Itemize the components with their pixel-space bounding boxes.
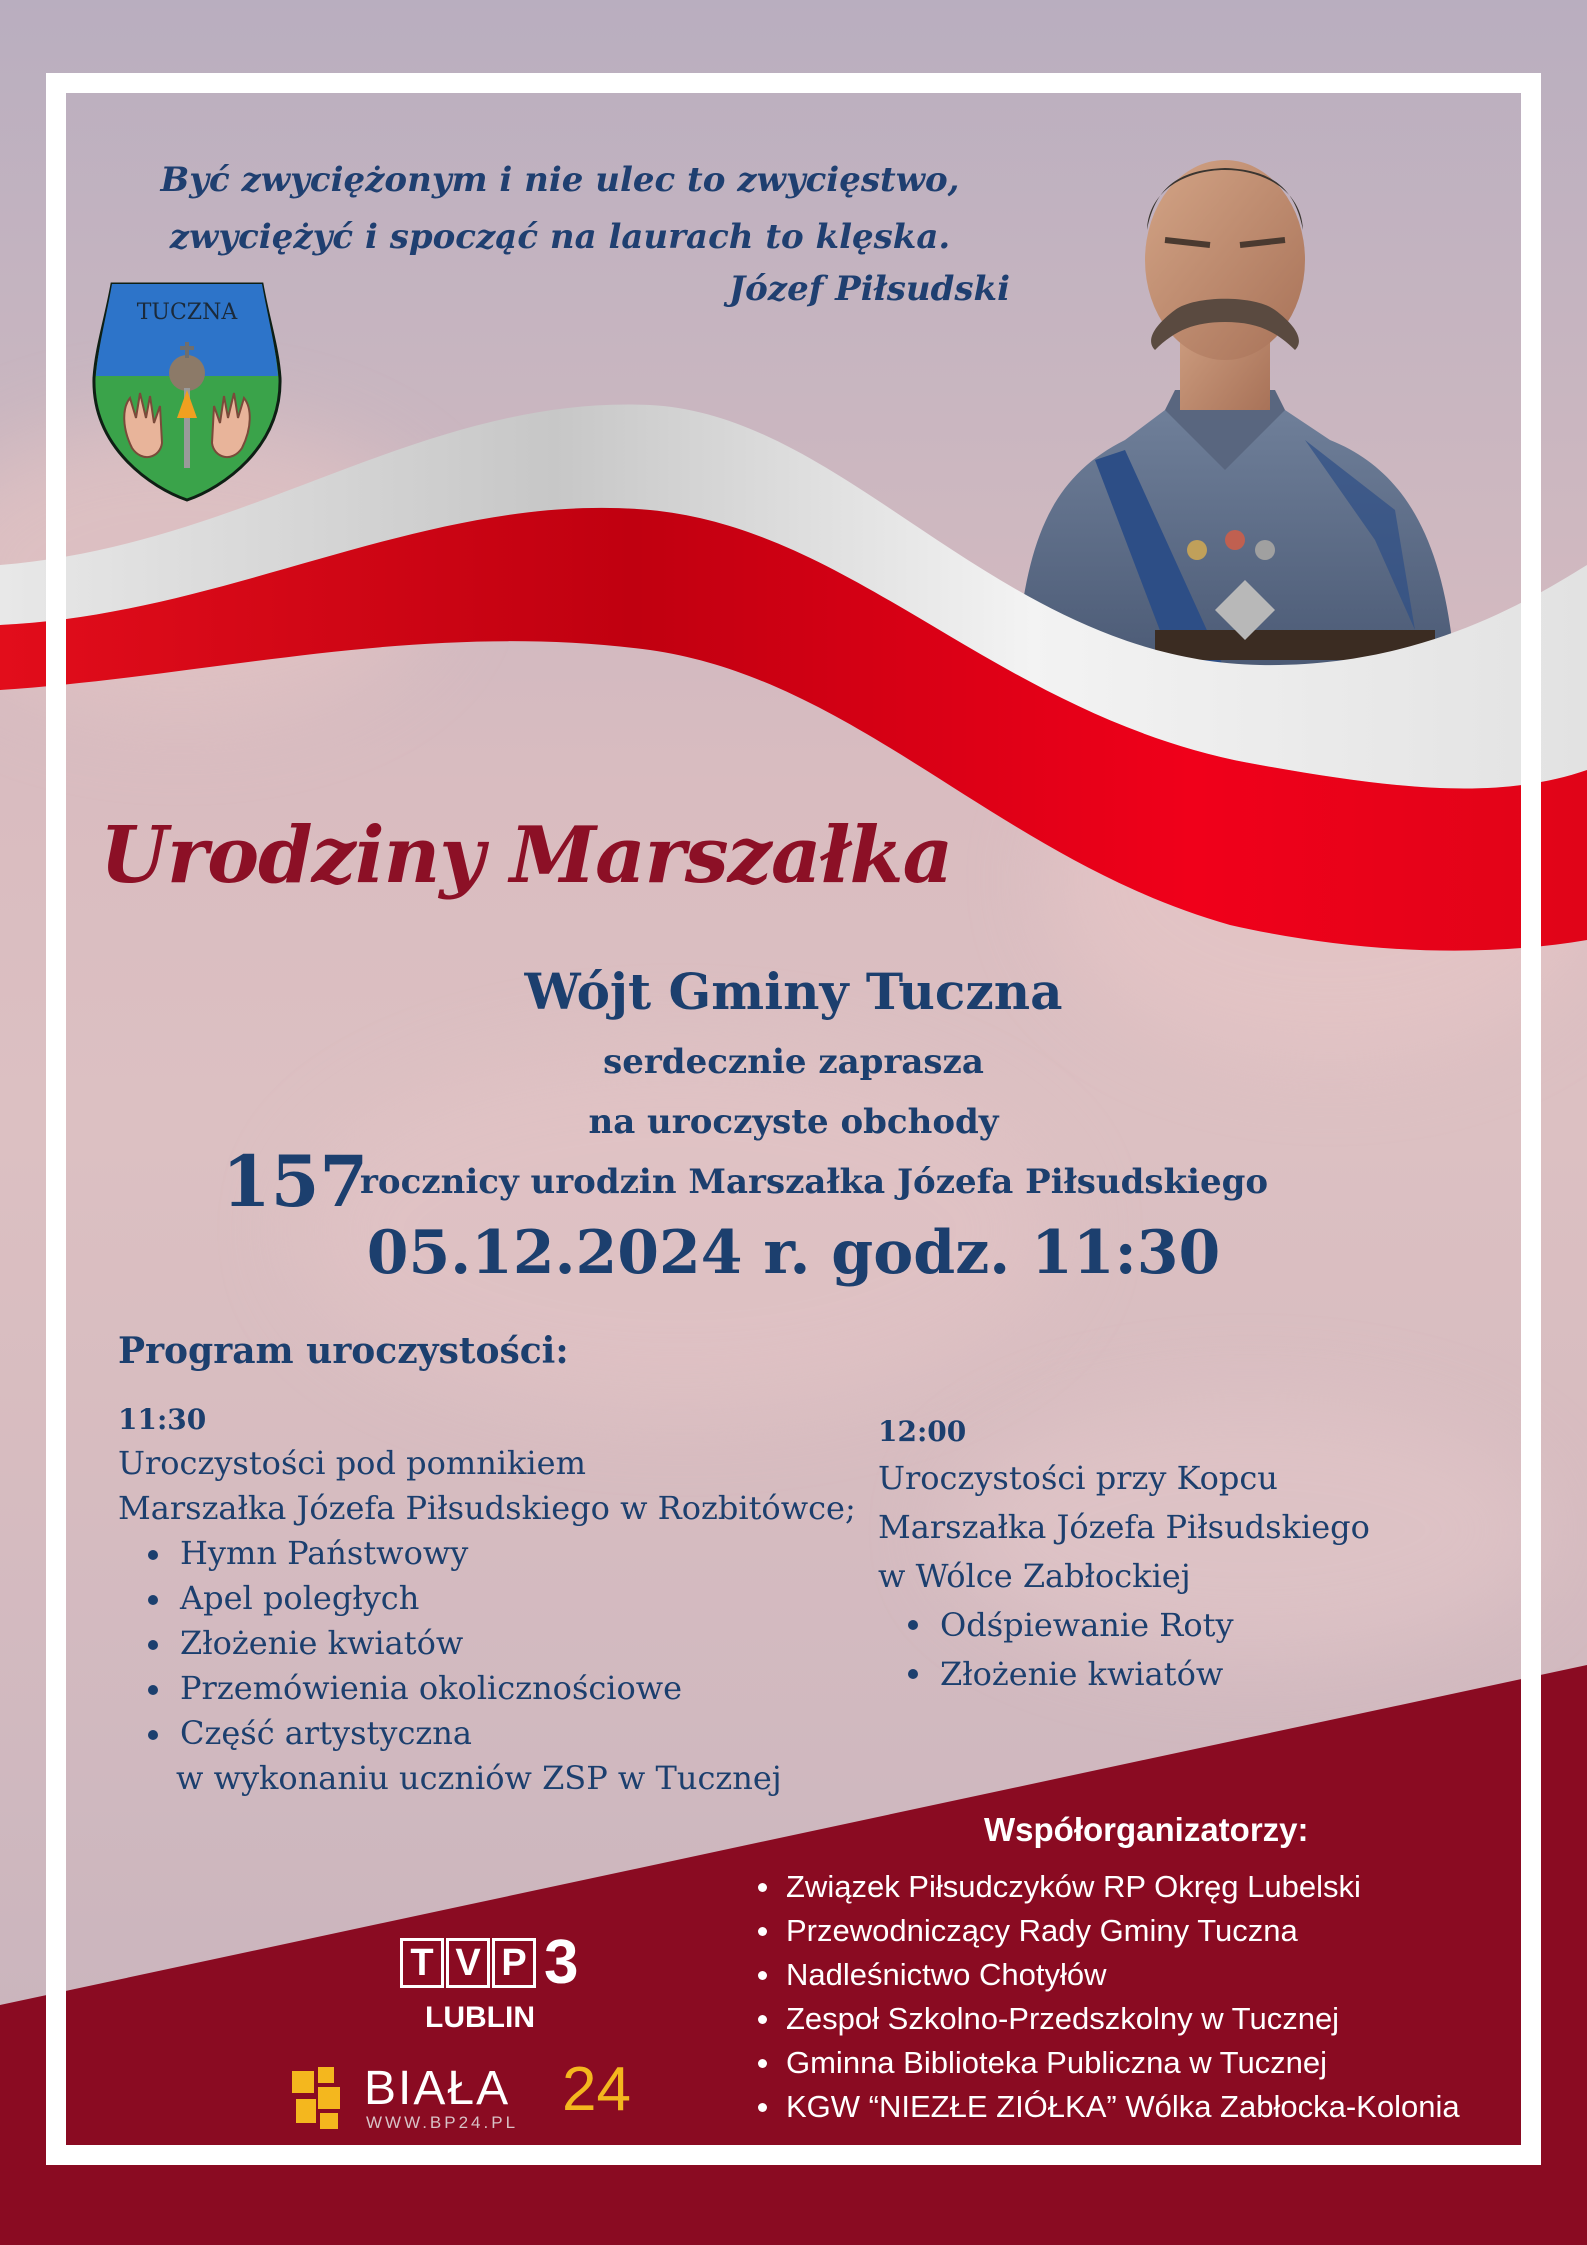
coorganizers-list: [752, 1865, 1460, 2129]
tuczna-coat-of-arms-icon: [92, 278, 282, 502]
program-left-continuation: w wykonaniu uczniów ZSP w Tucznej: [176, 1759, 782, 1797]
list-item: Odśpiewanie Roty: [878, 1601, 1370, 1650]
list-item: Związek Piłsudczyków RP Okręg Lubelski: [752, 1865, 1460, 1909]
quote-line-2: zwyciężyć i spocząć na laurach to klęska.: [169, 217, 951, 257]
program-heading: Program uroczystości:: [118, 1330, 569, 1372]
tvp-letter: V: [446, 1938, 490, 1988]
page-title: Urodziny Marszałka: [100, 810, 953, 901]
list-item: Nadleśnictwo Chotyłów: [752, 1953, 1460, 1997]
coorganizers-heading: Współorganizatorzy:: [984, 1811, 1309, 1848]
tvp-city: LUBLIN: [425, 2001, 535, 2034]
program-left-line-2: Marszałka Józefa Piłsudskiego w Rozbitówce;: [118, 1489, 856, 1527]
invitation-line-1: serdecznie zaprasza: [603, 1042, 984, 1082]
list-item: Część artystyczna: [118, 1711, 856, 1756]
list-item: Zespoł Szkolno-Przedszkolny w Tucznej: [752, 1997, 1460, 2041]
tvp-number: 3: [544, 1928, 579, 1997]
list-item: Przewodniczący Rady Gminy Tuczna: [752, 1909, 1460, 1953]
invitation-line-3: rocznicy urodzin Marszałka Józefa Piłsudskiego: [360, 1162, 1269, 1202]
event-datetime: 05.12.2024 r. godz. 11:30: [366, 1218, 1221, 1288]
quote-author: Józef Piłsudski: [729, 269, 1010, 309]
host-name: Wójt Gminy Tuczna: [524, 962, 1063, 1021]
tvp-letter: P: [492, 1938, 536, 1988]
biala-url: WWW.BP24.PL: [366, 2113, 519, 2132]
list-item: KGW “NIEZŁE ZIÓŁKA” Wólka Zabłocka-Kolonia: [752, 2085, 1460, 2129]
biala-number: 24: [562, 2055, 631, 2124]
anniversary-number: 157: [222, 1140, 369, 1223]
crest-label: TUCZNA: [136, 300, 238, 325]
list-item: Złożenie kwiatów: [878, 1650, 1370, 1699]
list-item: Hymn Państwowy: [118, 1531, 856, 1576]
program-right-line-1: Uroczystości przy Kopcu: [878, 1459, 1278, 1497]
program-left-line-1: Uroczystości pod pomnikiem: [118, 1444, 586, 1482]
biala24-squares-icon: [292, 2067, 356, 2131]
list-item: Gminna Biblioteka Publiczna w Tucznej: [752, 2041, 1460, 2085]
program-right-line-3: w Wólce Zabłockiej: [878, 1557, 1191, 1595]
list-item: Apel poległych: [118, 1576, 856, 1621]
tvp3-lublin-logo: [400, 1928, 579, 2035]
list-item: Złożenie kwiatów: [118, 1621, 856, 1666]
tvp-letter: T: [400, 1938, 444, 1988]
program-left-time: 11:30: [118, 1403, 207, 1436]
invitation-line-2: na uroczyste obchody: [588, 1102, 999, 1142]
list-item: Przemówienia okolicznościowe: [118, 1666, 856, 1711]
program-right-time: 12:00: [878, 1415, 967, 1448]
biala24-logo: [292, 2055, 712, 2135]
quote-line-1: Być zwyciężonym i nie ulec to zwycięstwo,: [160, 160, 960, 200]
program-right-line-2: Marszałka Józefa Piłsudskiego: [878, 1508, 1370, 1546]
biala-name: BIAŁA: [364, 2062, 511, 2115]
